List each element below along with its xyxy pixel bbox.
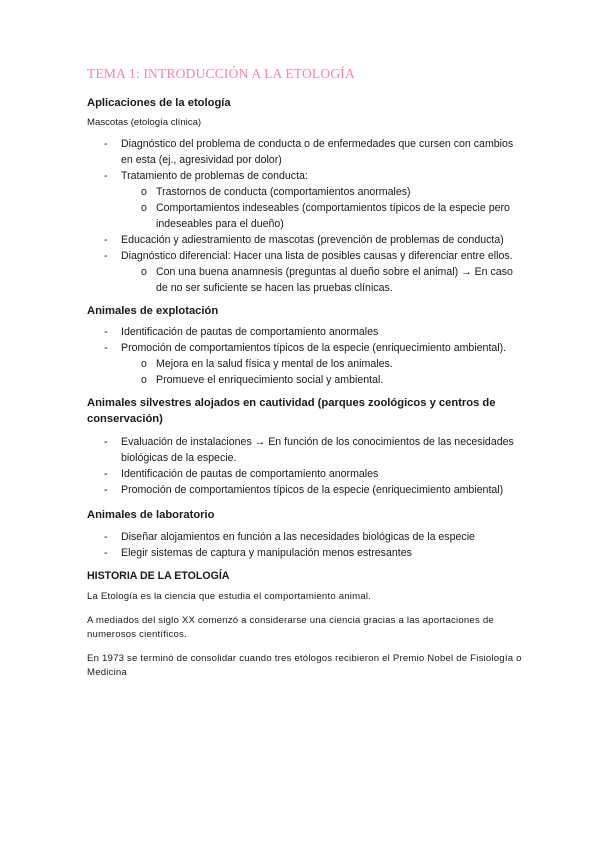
list-item-text: Diagnóstico del problema de conducta o de enfermedades que cursen con cambios en esta (ej., agresividad por dolor): [121, 138, 514, 166]
list-item-text: Promoción de comportamientos típicos de la especie (enriquecimiento ambiental): [121, 484, 504, 496]
dash-marker: -: [104, 436, 108, 448]
list-item-text: Identificación de pautas de comportamiento anormales: [121, 326, 379, 338]
paragraph: La Etología es la ciencia que estudia el comportamiento animal.: [87, 591, 372, 602]
list-item: [87, 482, 527, 498]
list-item-text: Evaluación de instalaciones → En función de los conocimientos de las necesidades biológicas de la especie.: [121, 436, 514, 464]
heading-laboratorio: Animales de laboratorio: [87, 509, 215, 521]
circle-bullet-marker: o: [141, 202, 147, 214]
sub-list-item-text: Promueve el enriquecimiento social y ambiental.: [156, 374, 384, 386]
heading-silvestres: Animales silvestres alojados en cautividad (parques zoológicos y centros de conservación): [87, 397, 496, 425]
list-item: [87, 324, 527, 340]
sub-list: [121, 184, 527, 232]
dash-marker: -: [104, 342, 108, 354]
document-content: [87, 66, 527, 681]
sub-list: [121, 356, 527, 388]
subheading-mascotas: Mascotas (etología clínica): [87, 117, 202, 128]
list-item: [87, 136, 527, 168]
list-item-text: Educación y adiestramiento de mascotas (prevención de problemas de conducta): [121, 234, 504, 246]
page-title: TEMA 1: INTRODUCCIÓN A LA ETOLOGÍA: [87, 66, 355, 81]
list-item-text: Tratamiento de problemas de conducta:: [121, 170, 308, 182]
list-item-text: Identificación de pautas de comportamiento anormales: [121, 468, 379, 480]
list-item: [87, 466, 527, 482]
list-item-text: Elegir sistemas de captura y manipulación menos estresantes: [121, 547, 412, 559]
list-laboratorio: [87, 529, 527, 561]
list-item: [87, 248, 527, 296]
dash-marker: -: [104, 170, 108, 182]
list-item-text: Promoción de comportamientos típicos de la especie (enriquecimiento ambiental).: [121, 342, 507, 354]
sub-list-item: [121, 264, 527, 296]
sub-list-item: [121, 184, 527, 200]
list-mascotas: [87, 136, 527, 296]
circle-bullet-marker: o: [141, 358, 147, 370]
sub-list-item-text: Comportamientos indeseables (comportamientos típicos de la especie pero indeseables para el dueño): [156, 202, 510, 230]
dash-marker: -: [104, 326, 108, 338]
circle-bullet-marker: o: [141, 186, 147, 198]
sub-list-item: [121, 372, 527, 388]
list-item: [87, 232, 527, 248]
sub-list-item: [121, 200, 527, 232]
heading-explotacion: Animales de explotación: [87, 305, 219, 317]
dash-marker: -: [104, 531, 108, 543]
list-item-text: Diagnóstico diferencial: Hacer una lista de posibles causas y diferenciar entre ellos.: [121, 250, 513, 262]
sub-list: [121, 264, 527, 296]
list-silvestres: [87, 434, 527, 498]
dash-marker: -: [104, 138, 108, 150]
sub-list-item-text: Trastornos de conducta (comportamientos anormales): [156, 186, 411, 198]
list-item: [87, 529, 527, 545]
paragraph: A mediados del siglo XX comenzó a considerarse una ciencia gracias a las aportaciones de numerosos científicos.: [87, 614, 494, 640]
paragraph: En 1973 se terminó de consolidar cuando tres etólogos recibieron el Premio Nobel de Fisiología o Medicina: [87, 652, 522, 678]
list-item: [87, 434, 527, 466]
sub-list-item: [121, 356, 527, 372]
dash-marker: -: [104, 484, 108, 496]
circle-bullet-marker: o: [141, 266, 147, 278]
circle-bullet-marker: o: [141, 374, 147, 386]
list-item-text: Diseñar alojamientos en función a las necesidades biológicas de la especie: [121, 531, 475, 543]
dash-marker: -: [104, 250, 108, 262]
list-item: [87, 340, 527, 388]
section-heading-aplicaciones: Aplicaciones de la etología: [87, 97, 231, 109]
dash-marker: -: [104, 234, 108, 246]
sub-list-item-text: Con una buena anamnesis (preguntas al dueño sobre el animal) → En caso de no ser suficiente se hacen las pruebas clínicas.: [156, 266, 513, 294]
sub-list-item-text: Mejora en la salud física y mental de los animales.: [156, 358, 393, 370]
heading-historia: HISTORIA DE LA ETOLOGÍA: [87, 570, 230, 582]
list-item: [87, 168, 527, 232]
dash-marker: -: [104, 468, 108, 480]
list-explotacion: [87, 324, 527, 388]
dash-marker: -: [104, 547, 108, 559]
list-item: [87, 545, 527, 561]
